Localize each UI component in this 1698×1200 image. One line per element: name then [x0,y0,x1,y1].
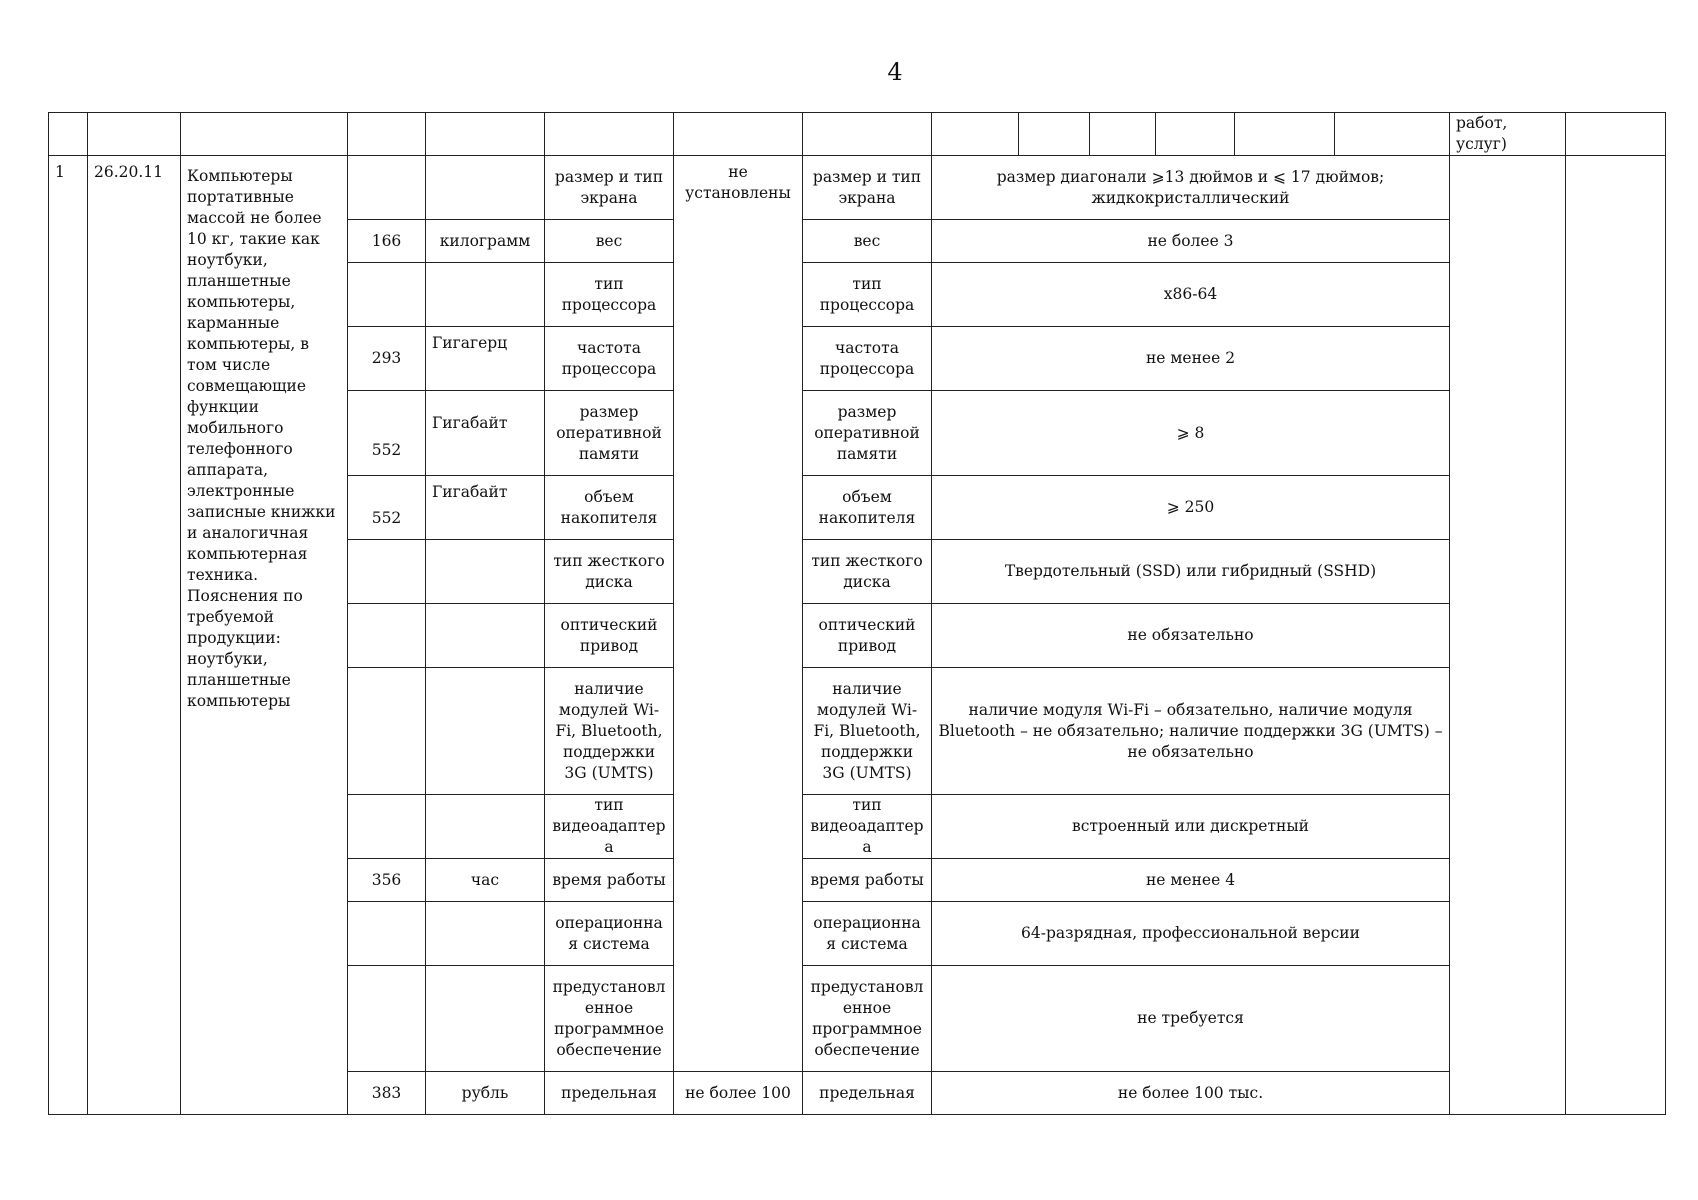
characteristic-name: оптический привод [545,604,674,668]
okei-code [348,902,426,966]
characteristic-name: частота процессора [545,327,674,391]
product-description: Компьютеры портативные массой не более 10 кг, такие как ноутбуки, планшетные компьютеры, карманные компьютеры, в том числе совмещающие функции мобильного телефонного аппарата, электронные записные книжки и аналогичная компьютерная техника. Пояснения по требуемой продукции: ноутбуки, планшетные компьютеры [181,156,348,1115]
characteristic-value: встроенный или дискретный [932,795,1450,859]
header-cell-last: работ, услуг) [1450,113,1566,156]
approved-value-price: не более 100 [674,1072,803,1115]
okei-code [348,263,426,327]
unit-name: Гигагерц [426,327,545,391]
characteristic-value: размер диагонали ⩾13 дюймов и ⩽ 17 дюймов; жидкокристаллический [932,156,1450,220]
unit-name [426,540,545,604]
characteristic-value: x86-64 [932,263,1450,327]
characteristic-value: не более 3 [932,220,1450,263]
okei-code: 166 [348,220,426,263]
characteristic-name-2: предустановленное программное обеспечение [803,966,932,1072]
okei-code: 552 [348,476,426,540]
characteristic-name: размер оперативной памяти [545,391,674,476]
unit-name [426,966,545,1072]
okei-code: 552 [348,391,426,476]
characteristic-name-2: операционная система [803,902,932,966]
unit-name [426,604,545,668]
characteristic-value: 64-разрядная, профессиональной версии [932,902,1450,966]
characteristic-value: не обязательно [932,604,1450,668]
characteristic-name-2: тип жесткого диска [803,540,932,604]
okei-code [348,604,426,668]
characteristic-value: не менее 2 [932,327,1450,391]
characteristic-value: наличие модуля Wi-Fi – обязательно, наличие модуля Bluetooth – не обязательно; наличие поддержки 3G (UMTS) – не обязательно [932,668,1450,795]
okei-code [348,540,426,604]
characteristic-name: предустановленное программное обеспечение [545,966,674,1072]
characteristic-name: время работы [545,859,674,902]
characteristic-value: не требуется [932,966,1450,1072]
characteristic-name-2: оптический привод [803,604,932,668]
okei-code: 356 [348,859,426,902]
characteristic-name: тип процессора [545,263,674,327]
okei-code [348,795,426,859]
characteristic-name-2: размер и тип экрана [803,156,932,220]
characteristic-name: тип видеоадаптера [545,795,674,859]
characteristic-name-2: вес [803,220,932,263]
unit-name: час [426,859,545,902]
okei-code: 383 [348,1072,426,1115]
characteristic-name: тип жесткого диска [545,540,674,604]
function-cell [1566,156,1666,1115]
characteristic-value: не менее 4 [932,859,1450,902]
characteristic-name: вес [545,220,674,263]
characteristic-name: предельная [545,1072,674,1115]
characteristic-value: Твердотельный (SSD) или гибридный (SSHD) [932,540,1450,604]
header-continuation-row [49,113,1666,156]
okei-code: 293 [348,327,426,391]
okei-code [348,668,426,795]
characteristic-value: не более 100 тыс. [932,1072,1450,1115]
characteristic-name: операционная система [545,902,674,966]
characteristic-value: ⩾ 250 [932,476,1450,540]
unit-name [426,156,545,220]
characteristics-table [48,112,1666,1115]
characteristic-name-2: тип видеоадаптера [803,795,932,859]
page-number: 4 [887,58,903,86]
unit-name [426,668,545,795]
characteristic-value: ⩾ 8 [932,391,1450,476]
unit-name [426,902,545,966]
okei-code [348,966,426,1072]
characteristic-name-2: время работы [803,859,932,902]
characteristic-name-2: частота процессора [803,327,932,391]
table-row [49,156,1666,220]
characteristic-name-2: объем накопителя [803,476,932,540]
characteristic-name: наличие модулей Wi-Fi, Bluetooth, поддержки 3G (UMTS) [545,668,674,795]
okpd2-code: 26.20.11 [88,156,181,1115]
unit-name [426,795,545,859]
okei-code [348,156,426,220]
characteristic-name: объем накопителя [545,476,674,540]
unit-name: килограмм [426,220,545,263]
unit-name [426,263,545,327]
justification-cell [1450,156,1566,1115]
unit-name: Гигабайт [426,391,545,476]
unit-name: Гигабайт [426,476,545,540]
characteristic-name: размер и тип экрана [545,156,674,220]
characteristic-name-2: тип процессора [803,263,932,327]
characteristic-name-2: наличие модулей Wi-Fi, Bluetooth, поддержки 3G (UMTS) [803,668,932,795]
approved-value: не установлены [674,156,803,1072]
characteristic-name-2: предельная [803,1072,932,1115]
row-number: 1 [49,156,88,1115]
unit-name: рубль [426,1072,545,1115]
characteristic-name-2: размер оперативной памяти [803,391,932,476]
